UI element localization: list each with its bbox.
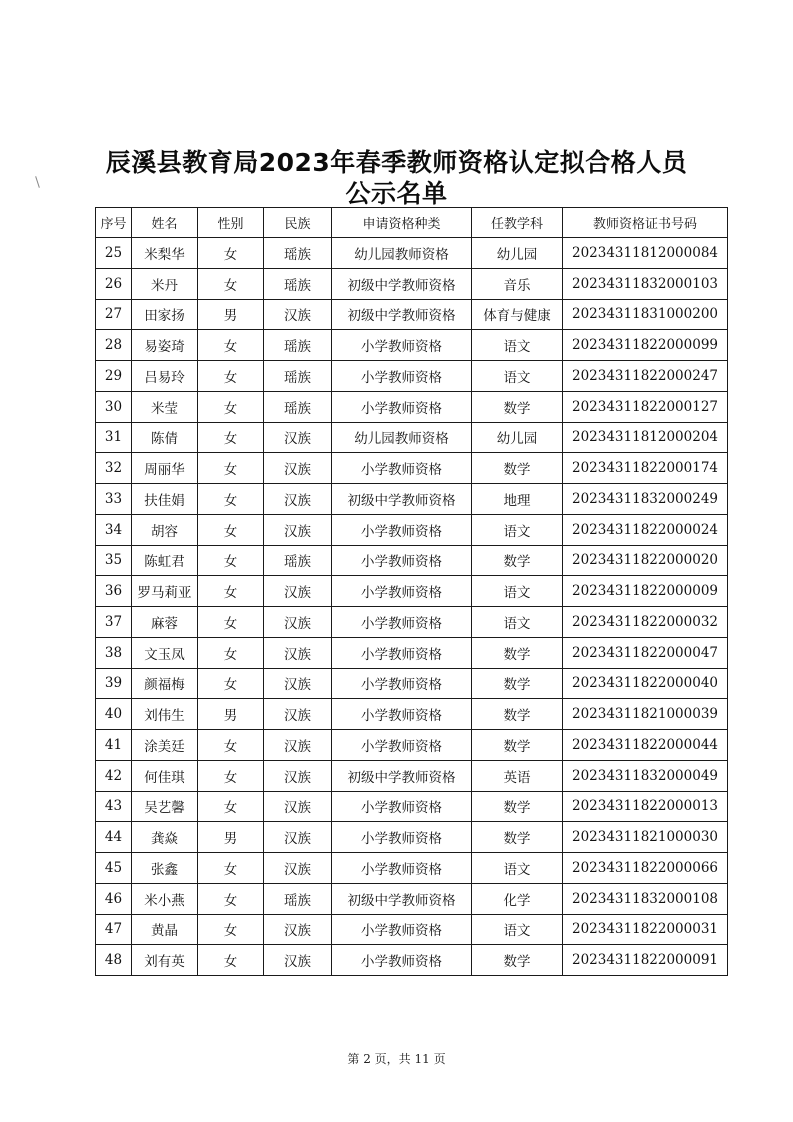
seq-cell: 47	[96, 914, 132, 945]
gender-cell: 女	[198, 361, 264, 392]
subject-cell: 语文	[472, 576, 563, 607]
qualification-type-cell: 小学教师资格	[332, 699, 472, 730]
certificate-number-cell: 20234311832000103	[563, 268, 728, 299]
ethnicity-cell: 汉族	[264, 760, 332, 791]
ethnicity-cell: 瑶族	[264, 361, 332, 392]
seq-cell: 34	[96, 514, 132, 545]
ethnicity-cell: 瑶族	[264, 330, 332, 361]
column-header: 申请资格种类	[332, 208, 472, 238]
name-cell: 龚焱	[132, 822, 198, 853]
subject-cell: 数学	[472, 668, 563, 699]
gender-cell: 女	[198, 730, 264, 761]
certificate-number-cell: 20234311822000066	[563, 853, 728, 884]
qualification-type-cell: 小学教师资格	[332, 330, 472, 361]
qualification-type-cell: 幼儿园教师资格	[332, 238, 472, 269]
gender-cell: 女	[198, 545, 264, 576]
ethnicity-cell: 汉族	[264, 822, 332, 853]
seq-cell: 40	[96, 699, 132, 730]
qualification-type-cell: 初级中学教师资格	[332, 883, 472, 914]
certificate-number-cell: 20234311821000039	[563, 699, 728, 730]
seq-cell: 46	[96, 883, 132, 914]
certificate-number-cell: 20234311822000247	[563, 361, 728, 392]
ethnicity-cell: 瑶族	[264, 545, 332, 576]
certificate-number-cell: 20234311822000032	[563, 607, 728, 638]
subject-cell: 数学	[472, 699, 563, 730]
seq-cell: 48	[96, 945, 132, 976]
certificate-number-cell: 20234311812000204	[563, 422, 728, 453]
table-header	[96, 208, 728, 238]
name-cell: 黄晶	[132, 914, 198, 945]
ethnicity-cell: 汉族	[264, 299, 332, 330]
ethnicity-cell: 瑶族	[264, 883, 332, 914]
table-row	[96, 576, 728, 607]
qualification-type-cell: 小学教师资格	[332, 668, 472, 699]
subject-cell: 语文	[472, 914, 563, 945]
gender-cell: 男	[198, 699, 264, 730]
gender-cell: 女	[198, 576, 264, 607]
ethnicity-cell: 瑶族	[264, 391, 332, 422]
certificate-number-cell: 20234311812000084	[563, 238, 728, 269]
name-cell: 颜福梅	[132, 668, 198, 699]
candidate-table	[95, 207, 728, 976]
qualification-type-cell: 小学教师资格	[332, 391, 472, 422]
gender-cell: 女	[198, 422, 264, 453]
ethnicity-cell: 汉族	[264, 945, 332, 976]
subject-cell: 数学	[472, 391, 563, 422]
table-row	[96, 422, 728, 453]
table-row	[96, 607, 728, 638]
name-cell: 扶佳娟	[132, 484, 198, 515]
page-title: 辰溪县教育局2023年春季教师资格认定拟合格人员	[105, 148, 688, 177]
subject-cell: 数学	[472, 791, 563, 822]
qualification-type-cell: 小学教师资格	[332, 791, 472, 822]
subject-cell: 幼儿园	[472, 238, 563, 269]
ethnicity-cell: 瑶族	[264, 238, 332, 269]
seq-cell: 35	[96, 545, 132, 576]
seq-cell: 42	[96, 760, 132, 791]
seq-cell: 26	[96, 268, 132, 299]
name-cell: 何佳琪	[132, 760, 198, 791]
qualification-type-cell: 初级中学教师资格	[332, 760, 472, 791]
subject-cell: 地理	[472, 484, 563, 515]
table-row	[96, 484, 728, 515]
qualification-type-cell: 小学教师资格	[332, 576, 472, 607]
gender-cell: 女	[198, 607, 264, 638]
name-cell: 米小燕	[132, 883, 198, 914]
column-header: 教师资格证书号码	[563, 208, 728, 238]
table-row	[96, 545, 728, 576]
seq-cell: 27	[96, 299, 132, 330]
certificate-number-cell: 20234311822000099	[563, 330, 728, 361]
gender-cell: 女	[198, 453, 264, 484]
seq-cell: 36	[96, 576, 132, 607]
certificate-number-cell: 20234311832000249	[563, 484, 728, 515]
name-cell: 麻蓉	[132, 607, 198, 638]
subject-cell: 数学	[472, 730, 563, 761]
ethnicity-cell: 汉族	[264, 607, 332, 638]
table-row	[96, 853, 728, 884]
qualification-type-cell: 小学教师资格	[332, 607, 472, 638]
table-row	[96, 514, 728, 545]
qualification-type-cell: 小学教师资格	[332, 453, 472, 484]
gender-cell: 女	[198, 330, 264, 361]
table-body	[96, 238, 728, 976]
ethnicity-cell: 汉族	[264, 637, 332, 668]
subject-cell: 数学	[472, 945, 563, 976]
seq-cell: 39	[96, 668, 132, 699]
name-cell: 米莹	[132, 391, 198, 422]
certificate-number-cell: 20234311822000044	[563, 730, 728, 761]
name-cell: 吴艺馨	[132, 791, 198, 822]
subject-cell: 数学	[472, 822, 563, 853]
seq-cell: 43	[96, 791, 132, 822]
qualification-type-cell: 小学教师资格	[332, 361, 472, 392]
qualification-type-cell: 小学教师资格	[332, 945, 472, 976]
table-row	[96, 699, 728, 730]
table-row	[96, 883, 728, 914]
certificate-number-cell: 20234311822000174	[563, 453, 728, 484]
certificate-number-cell: 20234311822000009	[563, 576, 728, 607]
subject-cell: 语文	[472, 514, 563, 545]
table-row	[96, 637, 728, 668]
name-cell: 易姿琦	[132, 330, 198, 361]
name-cell: 胡容	[132, 514, 198, 545]
ethnicity-cell: 汉族	[264, 453, 332, 484]
certificate-number-cell: 20234311821000030	[563, 822, 728, 853]
gender-cell: 男	[198, 822, 264, 853]
column-header: 姓名	[132, 208, 198, 238]
name-cell: 米丹	[132, 268, 198, 299]
subject-cell: 语文	[472, 853, 563, 884]
qualification-type-cell: 小学教师资格	[332, 822, 472, 853]
certificate-number-cell: 20234311822000024	[563, 514, 728, 545]
certificate-number-cell: 20234311822000031	[563, 914, 728, 945]
seq-cell: 37	[96, 607, 132, 638]
ethnicity-cell: 汉族	[264, 730, 332, 761]
certificate-number-cell: 20234311822000047	[563, 637, 728, 668]
ethnicity-cell: 汉族	[264, 668, 332, 699]
qualification-type-cell: 小学教师资格	[332, 545, 472, 576]
table-row	[96, 268, 728, 299]
table-row	[96, 760, 728, 791]
gender-cell: 女	[198, 945, 264, 976]
ethnicity-cell: 汉族	[264, 853, 332, 884]
seq-cell: 30	[96, 391, 132, 422]
gender-cell: 女	[198, 668, 264, 699]
qualification-type-cell: 小学教师资格	[332, 514, 472, 545]
table-row	[96, 330, 728, 361]
qualification-type-cell: 初级中学教师资格	[332, 299, 472, 330]
gender-cell: 女	[198, 791, 264, 822]
table-row	[96, 453, 728, 484]
subject-cell: 化学	[472, 883, 563, 914]
certificate-number-cell: 20234311822000020	[563, 545, 728, 576]
certificate-number-cell: 20234311832000108	[563, 883, 728, 914]
gender-cell: 女	[198, 514, 264, 545]
subject-cell: 体育与健康	[472, 299, 563, 330]
name-cell: 田家扬	[132, 299, 198, 330]
qualification-type-cell: 小学教师资格	[332, 730, 472, 761]
qualification-type-cell: 小学教师资格	[332, 914, 472, 945]
ethnicity-cell: 汉族	[264, 914, 332, 945]
gender-cell: 女	[198, 914, 264, 945]
column-header: 任教学科	[472, 208, 563, 238]
subject-cell: 音乐	[472, 268, 563, 299]
column-header: 民族	[264, 208, 332, 238]
table-row	[96, 361, 728, 392]
gender-cell: 男	[198, 299, 264, 330]
qualification-type-cell: 初级中学教师资格	[332, 268, 472, 299]
ethnicity-cell: 汉族	[264, 791, 332, 822]
qualification-type-cell: 小学教师资格	[332, 853, 472, 884]
table-row	[96, 238, 728, 269]
certificate-number-cell: 20234311822000040	[563, 668, 728, 699]
table-row	[96, 945, 728, 976]
name-cell: 陈倩	[132, 422, 198, 453]
name-cell: 文玉凤	[132, 637, 198, 668]
seq-cell: 28	[96, 330, 132, 361]
table-row	[96, 730, 728, 761]
certificate-number-cell: 20234311831000200	[563, 299, 728, 330]
subject-cell: 语文	[472, 330, 563, 361]
seq-cell: 25	[96, 238, 132, 269]
gender-cell: 女	[198, 484, 264, 515]
seq-cell: 31	[96, 422, 132, 453]
certificate-number-cell: 20234311822000091	[563, 945, 728, 976]
seq-cell: 41	[96, 730, 132, 761]
ethnicity-cell: 汉族	[264, 699, 332, 730]
name-cell: 米梨华	[132, 238, 198, 269]
name-cell: 罗马莉亚	[132, 576, 198, 607]
certificate-number-cell: 20234311822000127	[563, 391, 728, 422]
name-cell: 张鑫	[132, 853, 198, 884]
ethnicity-cell: 瑶族	[264, 268, 332, 299]
table-row	[96, 299, 728, 330]
table-row	[96, 668, 728, 699]
seq-cell: 44	[96, 822, 132, 853]
name-cell: 涂美廷	[132, 730, 198, 761]
subject-cell: 幼儿园	[472, 422, 563, 453]
gender-cell: 女	[198, 637, 264, 668]
certificate-number-cell: 20234311822000013	[563, 791, 728, 822]
qualification-type-cell: 小学教师资格	[332, 637, 472, 668]
header-row	[96, 208, 728, 238]
subject-cell: 数学	[472, 545, 563, 576]
name-cell: 刘伟生	[132, 699, 198, 730]
seq-cell: 33	[96, 484, 132, 515]
subject-cell: 语文	[472, 361, 563, 392]
page-subtitle: 公示名单	[345, 179, 448, 208]
subject-cell: 数学	[472, 637, 563, 668]
gender-cell: 女	[198, 391, 264, 422]
name-cell: 吕易玲	[132, 361, 198, 392]
subject-cell: 数学	[472, 453, 563, 484]
seq-cell: 29	[96, 361, 132, 392]
ethnicity-cell: 汉族	[264, 422, 332, 453]
name-cell: 周丽华	[132, 453, 198, 484]
qualification-type-cell: 幼儿园教师资格	[332, 422, 472, 453]
page-number: 第 2 页，共 11 页	[347, 1052, 446, 1066]
column-header: 性别	[198, 208, 264, 238]
ethnicity-cell: 汉族	[264, 514, 332, 545]
seq-cell: 32	[96, 453, 132, 484]
ethnicity-cell: 汉族	[264, 484, 332, 515]
ethnicity-cell: 汉族	[264, 576, 332, 607]
table-row	[96, 391, 728, 422]
seq-cell: 38	[96, 637, 132, 668]
gender-cell: 女	[198, 853, 264, 884]
subject-cell: 语文	[472, 607, 563, 638]
certificate-number-cell: 20234311832000049	[563, 760, 728, 791]
qualification-type-cell: 初级中学教师资格	[332, 484, 472, 515]
table-row	[96, 822, 728, 853]
name-cell: 刘有英	[132, 945, 198, 976]
name-cell: 陈虹君	[132, 545, 198, 576]
table-row	[96, 791, 728, 822]
seq-cell: 45	[96, 853, 132, 884]
gender-cell: 女	[198, 883, 264, 914]
gender-cell: 女	[198, 238, 264, 269]
gender-cell: 女	[198, 268, 264, 299]
table-row	[96, 914, 728, 945]
column-header: 序号	[96, 208, 132, 238]
gender-cell: 女	[198, 760, 264, 791]
subject-cell: 英语	[472, 760, 563, 791]
